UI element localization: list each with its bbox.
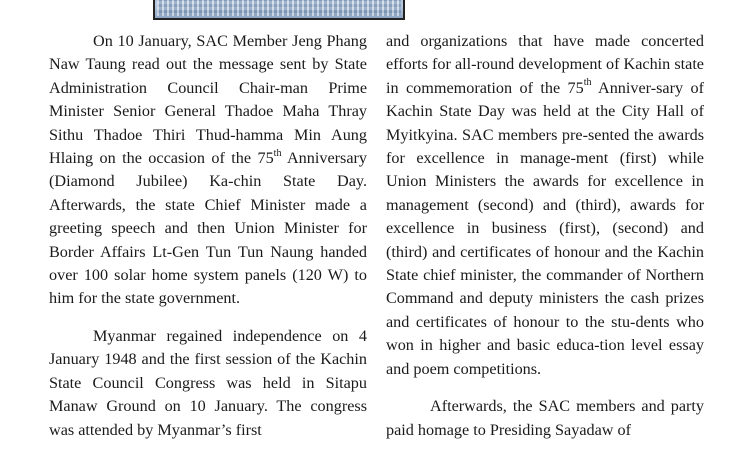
photo-bottom-edge <box>153 0 405 20</box>
right-column <box>386 30 704 442</box>
left-paragraph-1 <box>49 30 367 311</box>
right-p1-text-b: Anniver-sary of Kachin State Day was held at the City Hall of Myitkyina. SAC members pre-sented the awards for excellence in manage-ment (first) while Union Ministers the awards for excellence in management (second) and (third), awards for excellence in business (first), (second) and (third) and certificates of honour and the Kachin State chief minister, the commander of Northern Command and deputy ministers the cash prizes and certificates of honour to the stu-dents who won in higher and basic educa-tion level essay and poem competitions. <box>386 78 704 378</box>
right-p1-text-a: and organizations that have made concerted efforts for all-round development of Kachin state in commemoration of the 75 <box>386 32 704 97</box>
left-column <box>49 30 367 442</box>
left-paragraph-2: Myanmar regained independence on 4 January 1948 and the first session of the Kachin State Council Congress was held in Sitapu Manaw Ground on 10 January. The congress was attended by Myanmar’s first <box>49 326 367 439</box>
right-paragraph-1 <box>386 30 704 381</box>
left-p1-text-b: Anniversary (Diamond Jubilee) Ka-chin State Day. Afterwards, the state Chief Minister made a greeting speech and then Union Minister for Border Affairs Lt-Gen Tun Tun Naung handed over 100 solar home system panels (120 W) to him for the state government. <box>49 149 367 308</box>
left-p1-text-a: On 10 January, SAC Member Jeng Phang Naw Taung read out the message sent by State Administration Council Chair-man Prime Minister Senior General Thadoe Maha Thray Sithu Thadoe Thiri Thud-hamma Min Aung Hlaing on the occasion of the 75 <box>49 32 367 168</box>
right-p1-ordinal: th <box>583 77 592 89</box>
left-p1-ordinal: th <box>273 147 282 159</box>
right-paragraph-2: Afterwards, the SAC members and party paid homage to Presiding Sayadaw of <box>386 397 704 439</box>
photo-texture <box>157 0 401 16</box>
